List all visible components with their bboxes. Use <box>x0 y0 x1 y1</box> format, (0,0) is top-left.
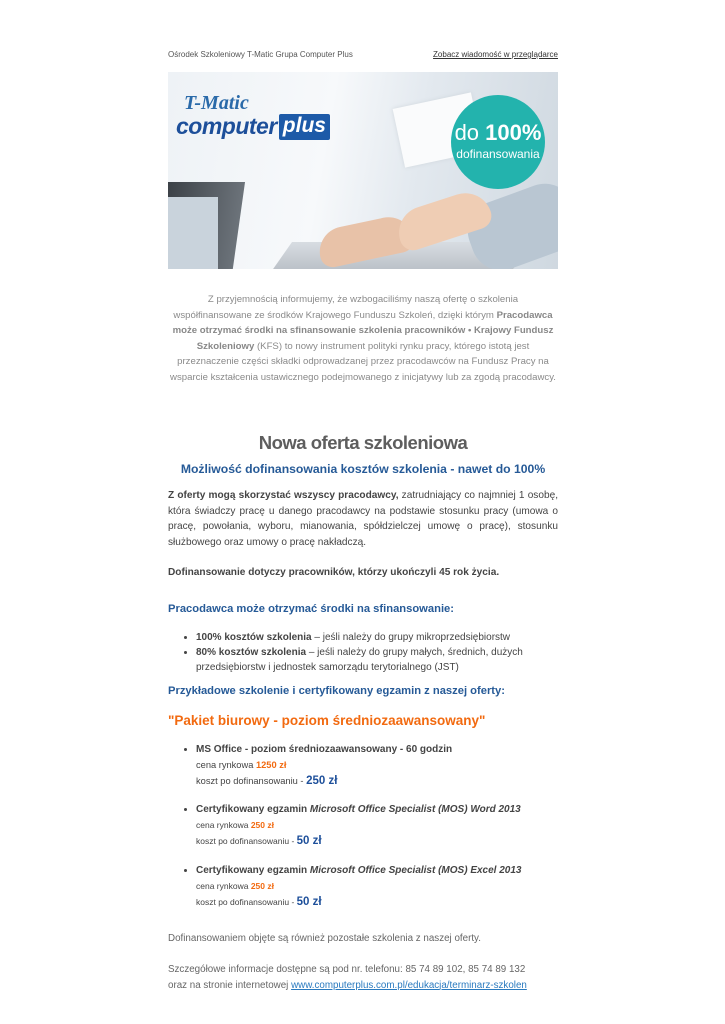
market-price-label: cena rynkowa <box>196 760 256 770</box>
market-price <box>196 817 566 833</box>
section-title: Nowa oferta szkoleniowa <box>258 432 468 453</box>
market-price-value: 1250 zł <box>255 760 287 770</box>
course-name-text: Certyfikowany egzamin <box>196 804 310 815</box>
course-name-italic: Microsoft Office Specialist (MOS) Word 2013 <box>309 804 521 815</box>
view-in-browser-link[interactable]: Zobacz wiadomość w przeglądarce <box>433 50 558 59</box>
funding-item-bold: 100% kosztów szkolenia <box>196 632 312 643</box>
other-courses-note: Dofinansowaniem objęte są również pozostałe szkolenia z naszej oferty. <box>168 933 481 944</box>
logo-computer: computer <box>176 113 277 139</box>
logo-plus: plus <box>279 114 330 140</box>
market-price <box>196 878 566 894</box>
after-funding-label: koszt po dofinansowaniu - <box>196 836 297 846</box>
contact-info <box>168 962 527 993</box>
list-item <box>196 630 566 645</box>
examples-heading: Przykładowe szkolenie i certyfikowany egzamin z naszej oferty: <box>168 685 505 697</box>
funding-heading: Pracodawca może otrzymać środki na sfinansowanie: <box>168 603 454 615</box>
course-item <box>180 742 566 789</box>
logo-tmatic: T-Matic <box>184 92 249 114</box>
after-funding-value: 50 zł <box>296 835 322 847</box>
course-name <box>196 802 566 817</box>
org-name: Ośrodek Szkoleniowy T-Matic Grupa Computer Plus <box>168 50 353 59</box>
price-after-funding <box>196 773 566 789</box>
course-name-text: MS Office - poziom średniozaawansowany - 60 godzin <box>196 744 453 755</box>
contact-prefix: oraz na stronie internetowej <box>168 979 292 991</box>
market-price-label: cena rynkowa <box>196 820 251 830</box>
contact-phones: Szczegółowe informacje dostępne są pod nr. telefonu: 85 74 89 102, 85 74 89 132 <box>168 964 526 975</box>
price-after-funding <box>196 894 566 910</box>
funding-item-bold: 80% kosztów szkolenia <box>196 647 307 659</box>
course-name <box>196 863 566 878</box>
after-funding-value: 250 zł <box>306 775 338 787</box>
eligibility-bold: Z oferty mogą skorzystać wszyscy pracodawcy, <box>168 490 399 501</box>
package-title: "Pakiet biurowy - poziom średniozaawansowany" <box>168 713 486 728</box>
intro-text <box>168 292 558 385</box>
market-price-label: cena rynkowa <box>196 881 251 891</box>
section-subtitle: Możliwość dofinansowania kosztów szkolenia - nawet do 100% <box>180 462 546 476</box>
hero-banner <box>168 72 558 269</box>
funding-item-text: – jeśli należy do grupy mikroprzedsiębiorstw <box>311 632 511 643</box>
funding-list <box>180 630 566 676</box>
market-price-value: 250 zł <box>250 820 274 830</box>
market-price <box>196 757 566 773</box>
badge-value: 100% <box>485 120 542 145</box>
course-name-text: Certyfikowany egzamin <box>196 865 310 876</box>
hero-screen <box>168 197 218 269</box>
course-name-italic: Microsoft Office Specialist (MOS) Excel 2013 <box>309 865 522 876</box>
intro-part-2: (KFS) to nowy instrument polityki rynku pracy, którego istotą jest przeznaczenie części składki odprowadzanej przez pracodawców na Fundusz Pracy na wsparcie kształcenia ustawicznego podejmowanego z inicjatywy lub za zgodą pracodawcy. <box>170 340 556 383</box>
funding-badge <box>451 95 545 189</box>
market-price-value: 250 zł <box>250 881 274 891</box>
eligibility-paragraph <box>168 488 558 550</box>
course-name <box>196 742 566 757</box>
company-logo <box>176 92 330 140</box>
top-bar <box>168 50 558 59</box>
intro-bold: Pracodawca może otrzymać środki na sfinansowanie szkolenia pracowników • Krajowy Fundusz Szkoleniowy <box>172 309 554 352</box>
intro-part-1: Z przyjemnością informujemy, że wzbogaciliśmy naszą ofertę o szkolenia współfinansowane ze środków Krajowego Funduszu Szkoleń, dzięki którym <box>173 294 519 321</box>
course-item <box>180 863 566 910</box>
after-funding-value: 50 zł <box>296 896 322 908</box>
after-funding-label: koszt po dofinansowaniu - <box>196 776 307 786</box>
after-funding-label: koszt po dofinansowaniu - <box>196 897 297 907</box>
badge-prefix: do <box>454 120 486 145</box>
list-item <box>196 645 566 675</box>
age-requirement: Dofinansowanie dotyczy pracowników, którzy ukończyli 45 rok życia. <box>168 567 500 578</box>
funding-item-text: – jeśli należy do grupy małych, średnich, dużych przedsiębiorstw i jednostek samorządu terytorialnego (JST) <box>196 647 523 674</box>
badge-subtitle: dofinansowania <box>456 147 540 161</box>
price-after-funding <box>196 833 566 849</box>
course-item <box>180 802 566 849</box>
eligibility-rest: zatrudniający co najmniej 1 osobę, która świadczy pracę u danego pracodawcy na podstawie stosunku pracy (umowa o pracę, powołania, wyboru, mianowania, spółdzielczej umowę o pracę), stosunku służbowego oraz umowy o pracę nakładczą. <box>168 490 558 548</box>
training-schedule-link[interactable]: www.computerplus.com.pl/edukacja/terminarz-szkolen <box>291 979 527 991</box>
